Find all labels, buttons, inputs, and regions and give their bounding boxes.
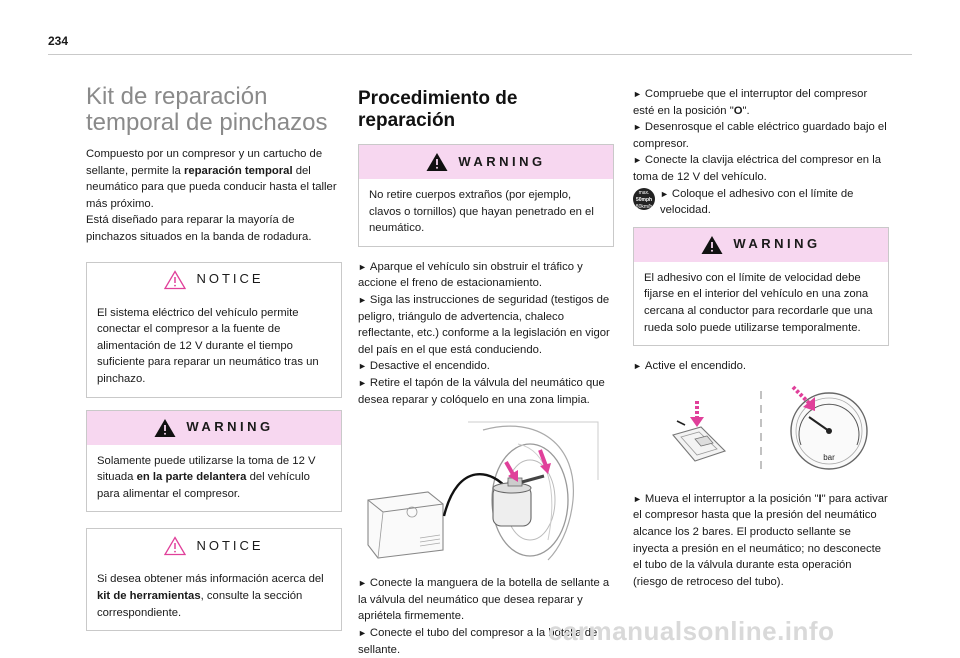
- notice-text: El sistema eléctrico del vehículo permite conectar el compresor a la fuente de alimentación de 12 V durante el tiempo suficiente para reparar un neumático tras un pinchazo.: [97, 306, 319, 385]
- warning-box: [633, 227, 889, 346]
- notice-header-2: [87, 529, 341, 563]
- section-title: Kit de reparación temporal de pinchazos: [86, 83, 328, 136]
- step-item: ► Compruebe que el interruptor del compresor esté en la posición "O".: [633, 88, 868, 117]
- step-item: ► Desactive el encendido.: [358, 360, 490, 373]
- speed-limit-badge-icon: max. 50mph 80km/h: [633, 188, 655, 210]
- switch-and-gauge-illustration: [633, 383, 889, 481]
- header-rule: [48, 54, 912, 55]
- watermark: carmanualsonline.info: [548, 616, 835, 646]
- step-item: max. 50mph 80km/h ► Coloque el adhesivo con el límite de velocidad.: [633, 186, 889, 219]
- step-item: ► Conecte el tubo del compresor a la botella de sellante.: [358, 626, 598, 656]
- intro-paragraph-2: Está diseñado para reparar la mayoría de pinchazos situados en la banda de rodadura.: [86, 214, 312, 243]
- notice-label-2: NOTICE: [196, 538, 264, 554]
- warning-header: [634, 228, 888, 262]
- warning-box: [358, 144, 614, 247]
- step-item: ► Aparque el vehículo sin obstruir el tráfico y accione el freno de estacionamiento.: [358, 260, 583, 290]
- notice-label: NOTICE: [196, 271, 264, 287]
- warning-label: WARNING: [733, 236, 821, 252]
- warning-label: WARNING: [458, 153, 546, 169]
- procedure-title: Procedimiento de reparación: [358, 88, 518, 131]
- intro-paragraph: Compuesto por un compresor y un cartucho de sellante, permite la reparación temporal del neumático para que pueda conducir hasta el taller más próximo.: [86, 148, 337, 210]
- warning-triangle-icon: [701, 235, 723, 255]
- column-2: [358, 80, 614, 658]
- notice-triangle-icon: [164, 536, 186, 556]
- gauge-illustration: [633, 383, 889, 481]
- warning-triangle-icon: [426, 152, 448, 172]
- page-number: 234: [48, 34, 69, 48]
- step-item: ► Conecte la manguera de la botella de sellante a la válvula del neumático que desea reparar y apriétela firmemente.: [358, 577, 610, 623]
- notice-triangle-icon: [164, 270, 186, 290]
- compressor-illustration: [348, 420, 604, 565]
- gauge-unit-label: bar: [823, 452, 835, 462]
- warning-label: WARNING: [186, 419, 274, 435]
- warning-text: No retire cuerpos extraños (por ejemplo, clavos o tornillos) que hayan penetrado en el neumático.: [359, 179, 613, 246]
- warning-box: [86, 410, 342, 513]
- column-1: [86, 80, 342, 643]
- warning-header: [359, 145, 613, 179]
- warning-header: [87, 411, 341, 445]
- step-item: ► Mueva el interruptor a la posición "I" para activar el compresor hasta que la presión del neumático alcance los 2 bares. El producto sellante se inyecta a presión en el neumático; no desconecte el tubo de la válvula durante esta operación (riesgo de retroceso del tubo).: [633, 492, 888, 588]
- step-item: ► Retire el tapón de la válvula del neumático que desea reparar y colóquelo en una zona limpia.: [358, 376, 605, 406]
- step-item: ► Conecte la clavija eléctrica del compresor en la toma de 12 V del vehículo.: [633, 154, 882, 183]
- notice-header: [87, 263, 341, 297]
- notice-text-2: Si desea obtener más información acerca del kit de herramientas, consulte la sección correspondiente.: [97, 573, 324, 619]
- step-item: ► Active el encendido.: [633, 360, 747, 373]
- step-item: ► Siga las instrucciones de seguridad (testigos de peligro, triángulo de advertencia, chaleco reflectante, etc.) conforme a la legislación en vigor del país en el que está conduciendo.: [358, 293, 610, 356]
- step-item: ► Desenrosque el cable eléctrico guardado bajo el compresor.: [633, 121, 887, 150]
- notice-box-2: [86, 528, 342, 631]
- warning-text: Solamente puede utilizarse la toma de 12 V situada en la parte delantera del vehículo para alimentar el compresor.: [87, 445, 341, 512]
- column-3: [633, 86, 889, 590]
- warning-text: El adhesivo con el límite de velocidad debe fijarse en el interior del vehículo en una zona cercana al conductor para recordarle que una rueda solo puede utilizarse temporalmente.: [634, 262, 888, 345]
- warning-triangle-icon: [154, 418, 176, 438]
- notice-box: [86, 262, 342, 398]
